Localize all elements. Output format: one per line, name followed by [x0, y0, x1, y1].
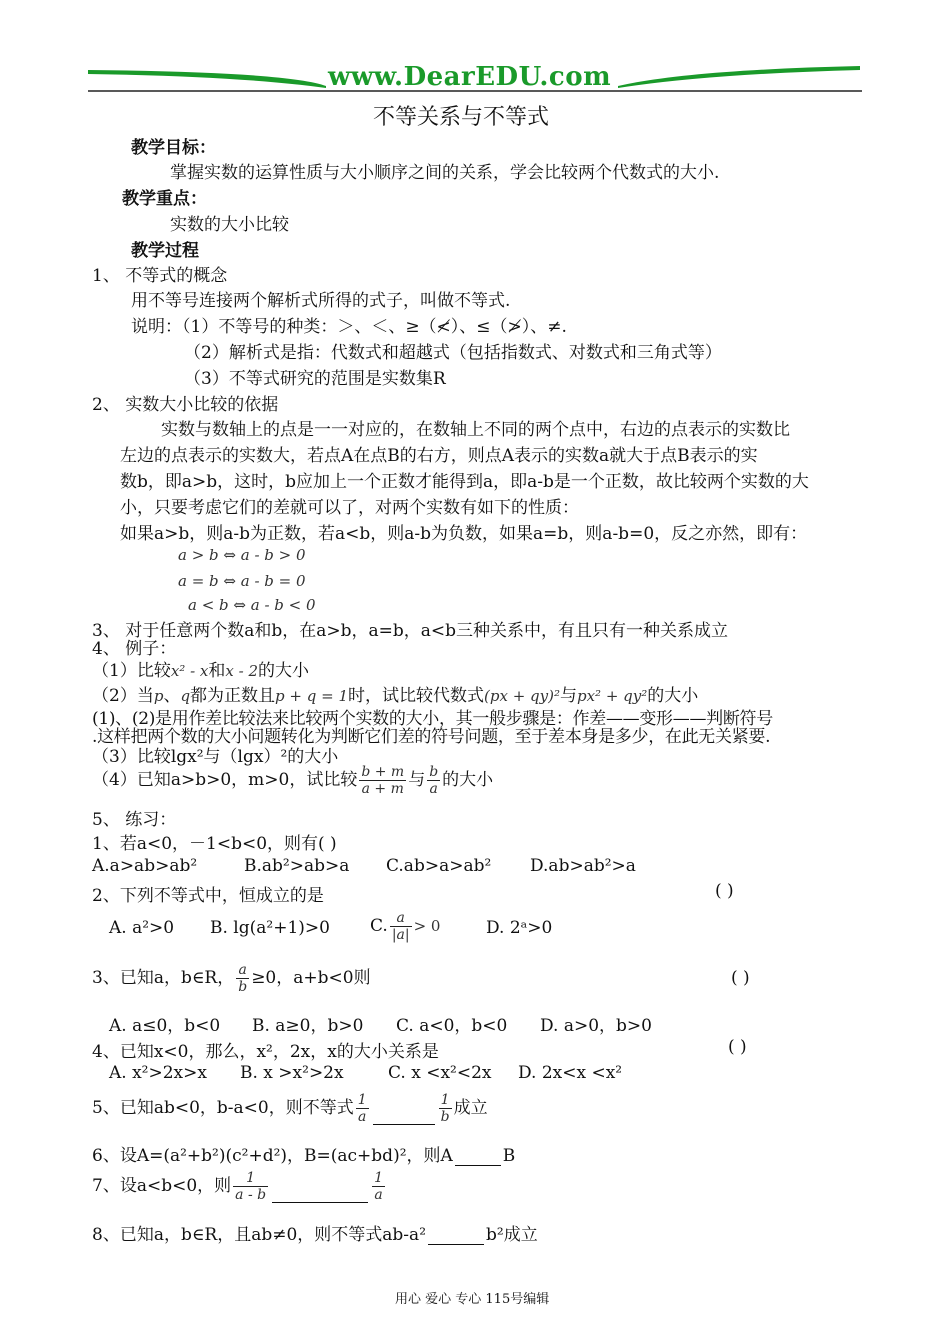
q5-blank[interactable]: [373, 1123, 435, 1125]
s2-eq2: a = b ⇔ a - b = 0: [178, 572, 306, 590]
s4-summary1: (1)、(2)是用作差比较法来比较两个实数的大小，其一般步骤是：作差——变形——判断符号: [92, 709, 773, 729]
q2-opt-b: B. lg(a²+1)>0: [210, 918, 330, 938]
q5-frac1-den: a: [358, 1109, 367, 1125]
s2-p3: 数b，即a>b，这时，b应加上一个正数才能得到a，即a-b是一个正数，故比较两个实数的大: [120, 472, 809, 492]
q3-opt-a: A. a≤0，b<0: [109, 1016, 221, 1036]
q6-blank[interactable]: [455, 1164, 501, 1166]
q6-pre: 6、设A=(a²+b²)(c²+d²)，B=(ac+bd)²，则A: [92, 1146, 453, 1166]
ex1-post: 的大小: [257, 661, 309, 681]
q7-frac1: [233, 1170, 268, 1203]
s3-text: 3、 对于任意两个数a和b，在a>b，a=b，a<b三种关系中，有且只有一种关系成立: [92, 621, 729, 641]
process-heading: 教学过程: [131, 241, 199, 261]
q3-post: ≥0，a+b<0则: [251, 968, 371, 988]
ex2-expr2: px² + qy²: [576, 687, 648, 705]
s2-p2: 左边的点表示的实数大，若点A在点B的右方，则点A表示的实数a就大于点B表示的实: [120, 446, 758, 466]
ex4-frac1-den: a + m: [361, 781, 404, 797]
s1-def: 用不等号连接两个解析式所得的式子，叫做不等式.: [131, 291, 511, 311]
q4-opt-a: A. x²>2x>x: [109, 1063, 207, 1083]
q3-frac-den: b: [238, 979, 248, 995]
ex4-frac2-num: b: [429, 764, 439, 780]
q5-pre: 5、已知ab<0，b-a<0，则不等式: [92, 1098, 354, 1118]
s2-p4: 小，只要考虑它们的差就可以了，对两个实数有如下的性质：: [120, 498, 579, 518]
s4-ex3: （3）比较lgx²与（lgx）²的大小: [92, 747, 339, 767]
q5-frac2-den: b: [440, 1109, 450, 1125]
s2-title: 2、 实数大小比较的依据: [92, 395, 279, 415]
ex2-post: 的大小: [647, 686, 699, 706]
q4-opt-c: C. x <x²<2x: [388, 1063, 492, 1083]
q7-blank[interactable]: [272, 1201, 368, 1203]
q2-opt-c-post: > 0: [413, 917, 441, 935]
objective-heading: 教学目标：: [131, 138, 216, 158]
q2-opt-c-num: a: [390, 910, 412, 927]
q7-frac2-den: a: [374, 1187, 383, 1203]
q2-opt-c-frac: [390, 910, 412, 943]
q2-opt-c-den: |a|: [391, 927, 410, 943]
q1-opt-c: C.ab>a>ab²: [386, 856, 492, 876]
ex2-with: 与: [559, 686, 577, 706]
s1-note2: （2）解析式是指：代数式和超越式（包括指数式、对数式和三角式等）: [184, 343, 722, 363]
q2-text: 2、下列不等式中，恒成立的是: [92, 886, 324, 906]
ex2-cond: p + q = 1: [275, 687, 349, 705]
q4-text: 4、已知x<0，那么，x²，2x，x的大小关系是: [92, 1042, 439, 1062]
ex4-post: 的大小: [442, 770, 494, 790]
q5-frac2-num: 1: [439, 1092, 452, 1109]
q1-text: 1、若a<0，－1<b<0，则有( ): [92, 834, 337, 854]
ex4-frac1: [359, 764, 406, 797]
q3-pre: 3、已知a，b∈R，: [92, 968, 235, 988]
s4-ex1: [92, 656, 309, 681]
q8-blank[interactable]: [428, 1243, 484, 1245]
q5-text: [92, 1092, 488, 1125]
header-banner: [88, 58, 862, 98]
ex2-p: p: [153, 687, 164, 705]
q7-text: [92, 1170, 387, 1203]
q2-opt-a: A. a²>0: [109, 918, 175, 938]
q7-pre: 7、设a<b<0，则: [92, 1176, 232, 1196]
q8-post: b²成立: [486, 1225, 538, 1245]
ex1-mid: 和: [208, 661, 226, 681]
s4-title: 4、 例子：: [92, 639, 177, 659]
objective-text: 掌握实数的运算性质与大小顺序之间的关系，学会比较两个代数式的大小.: [170, 163, 720, 183]
page-footer: 用心 爱心 专心 115号编辑: [395, 1292, 550, 1307]
s2-p1: 实数与数轴上的点是一一对应的，在数轴上不同的两个点中，右边的点表示的实数比: [161, 420, 790, 440]
s4-ex4: [92, 764, 493, 797]
q8-text: [92, 1220, 538, 1245]
q5-frac1-num: 1: [357, 1092, 367, 1108]
q2-paren: ( ): [715, 881, 734, 901]
q7-frac1-num: 1: [233, 1170, 268, 1187]
ex4-with: 与: [408, 770, 426, 790]
q1-opt-a: A.a>ab>ab²: [92, 856, 198, 876]
s1-note1: 说明：（1）不等号的种类：＞、＜、≥（≮）、≤（≯）、≠.: [131, 317, 567, 337]
ex2-q: q: [180, 687, 191, 705]
ex4-frac2-den: a: [429, 781, 438, 797]
q2-opt-d: D. 2ᵃ>0: [486, 918, 553, 938]
site-logo[interactable]: www.DearEDU.com: [328, 62, 612, 92]
key-heading: 教学重点：: [122, 189, 207, 209]
q4-opt-d: D. 2x<x <x²: [518, 1063, 623, 1083]
q6-post: B: [502, 1146, 516, 1166]
s4-ex2: [92, 681, 698, 706]
ex2-mid2: 时，试比较代数式: [348, 686, 485, 706]
s2-eq3: a < b ⇔ a - b < 0: [188, 596, 316, 614]
q5-post: 成立: [453, 1098, 488, 1118]
ex2-sep: 、: [163, 686, 181, 706]
page-title: 不等关系与不等式: [373, 105, 550, 130]
ex2-expr1: (px + qy)²: [484, 687, 560, 705]
q3-opt-d: D. a>0，b>0: [540, 1016, 652, 1036]
s2-p5: 如果a>b，则a-b为正数，若a<b，则a-b为负数，如果a=b，则a-b=0，反之亦然，即有：: [120, 524, 808, 544]
q4-opt-b: B. x >x²>2x: [240, 1063, 344, 1083]
s4-summary2: .这样把两个数的大小问题转化为判断它们差的符号问题，至于差本身是多少，在此无关紧要.: [92, 727, 771, 747]
q5-frac2: [439, 1092, 452, 1125]
q3-opt-c: C. a<0，b<0: [396, 1016, 508, 1036]
ex4-frac1-num: b + m: [361, 764, 405, 780]
q7-frac1-den: a - b: [235, 1187, 267, 1203]
q8-pre: 8、已知a，b∈R，且ab≠0，则不等式ab-a²: [92, 1225, 427, 1245]
q3-frac: [236, 962, 249, 995]
ex1-pre: （1）比较: [92, 661, 171, 681]
q3-paren: ( ): [731, 968, 750, 988]
q2-opt-c: [370, 910, 440, 943]
q2-opt-c-label: C.: [370, 916, 388, 936]
s1-note3: （3）不等式研究的范围是实数集R: [184, 369, 446, 389]
s2-eq1: a > b ⇔ a - b > 0: [178, 546, 306, 564]
q3-frac-num: a: [236, 962, 249, 979]
q3-text: [92, 962, 371, 995]
ex4-frac2: [427, 764, 440, 797]
q4-paren: ( ): [728, 1037, 747, 1057]
q1-opt-d: D.ab>ab²>a: [530, 856, 636, 876]
s1-title: 1、 不等式的概念: [92, 266, 228, 286]
key-text: 实数的大小比较: [170, 215, 289, 235]
q7-frac2-num: 1: [374, 1170, 384, 1186]
ex2-pre: （2）当: [92, 686, 154, 706]
ex1-math2: x - 2: [225, 662, 258, 680]
q5-frac1: [356, 1092, 369, 1125]
q6-text: [92, 1141, 515, 1166]
q7-frac2: [372, 1170, 385, 1203]
ex4-pre: （4）已知a>b>0，m>0，试比较: [92, 770, 358, 790]
s5-title: 5、 练习：: [92, 810, 177, 830]
q1-opt-b: B.ab²>ab>a: [244, 856, 350, 876]
q3-opt-b: B. a≥0，b>0: [252, 1016, 364, 1036]
ex1-math1: x² - x: [170, 662, 209, 680]
ex2-mid: 都为正数且: [190, 686, 276, 706]
